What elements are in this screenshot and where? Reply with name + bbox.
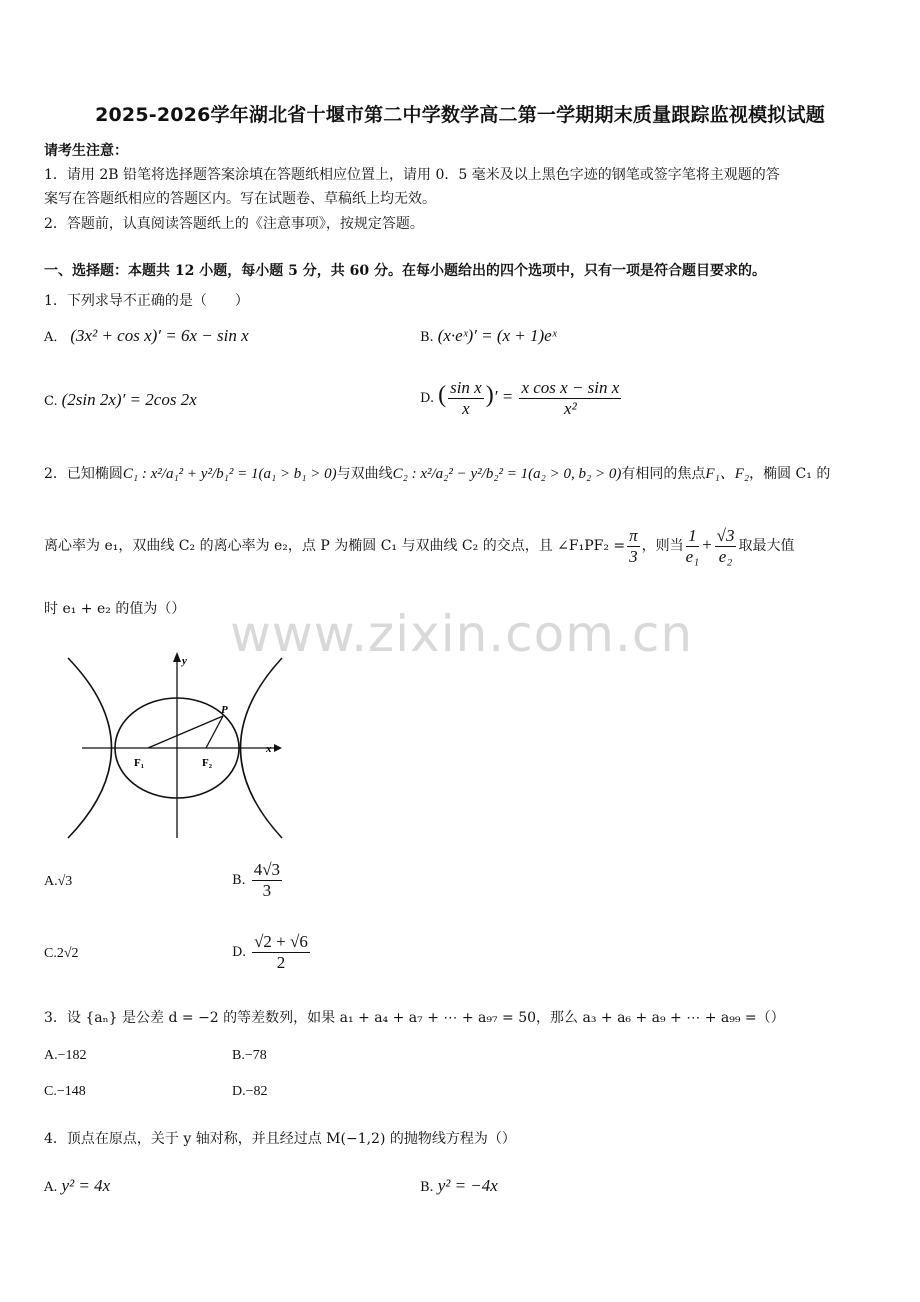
q2-option-b bbox=[232, 860, 284, 900]
q3-option-d: D.−82 bbox=[232, 1084, 268, 1099]
fig-label-x: x bbox=[266, 743, 272, 755]
q2-b-den: 3 bbox=[262, 880, 272, 900]
q2-text-3: 有相同的焦点 bbox=[621, 466, 706, 482]
q1-b-label: B. bbox=[420, 330, 434, 345]
q3-stem: 3．设 {aₙ} 是公差 d = −2 的等差数列，如果 a₁ + a₄ + a₇ + ⋯ + a₉₇ = 50，那么 a₃ + a₆ + a₉ + ⋯ + a₉₉ =（） bbox=[44, 1010, 785, 1026]
section-heading: 一、选择题：本题共 12 小题，每小题 5 分，共 60 分。在每小题给出的四个选项中，只有一项是符合题目要求的。 bbox=[44, 263, 766, 279]
q1-b-formula: (x·eˣ)′ = (x + 1)eˣ bbox=[437, 326, 557, 345]
q2-ellipse-eq: C₁ : x²/a₁² + y²/b₁² = 1(a₁ > b₁ > 0) bbox=[122, 466, 337, 482]
q4-a-formula: y² = 4x bbox=[61, 1176, 111, 1195]
q4-a-label: A. bbox=[44, 1180, 58, 1195]
q1-stem: 1．下列求导不正确的是（ ） bbox=[44, 293, 249, 309]
q1-d-label: D. bbox=[420, 390, 435, 406]
y-axis-arrow bbox=[173, 652, 181, 662]
notice-line-2: 2．答题前，认真阅读答题纸上的《注意事项》，按规定答题。 bbox=[44, 216, 424, 232]
x-axis-arrow bbox=[274, 744, 282, 752]
q4-option-b bbox=[420, 1176, 498, 1196]
q2-text-1: 2．已知椭圆 bbox=[44, 466, 123, 482]
q2-term1-num: 1 bbox=[686, 526, 699, 547]
notice-line-1: 1．请用 2B 铅笔将选择题答案涂填在答题纸相应位置上，请用 0．5 毫米及以上黑色字迹的钢笔或签字笔将主观题的答 bbox=[44, 167, 780, 183]
q2-term2-den: e₂ bbox=[718, 546, 733, 566]
q1-a-formula: (3x² + cos x)′ = 6x − sin x bbox=[70, 326, 249, 345]
q2-term1-den: e₁ bbox=[685, 546, 700, 566]
q2-d-den: 2 bbox=[276, 952, 286, 972]
q2-line-2 bbox=[44, 526, 794, 566]
q2-d-num: √2 + √6 bbox=[254, 932, 308, 951]
notice-line-1b: 案写在答题纸相应的答题区内。写在试题卷、草稿纸上均无效。 bbox=[44, 191, 436, 207]
q2-hyperbola-eq: C₂ : x²/a₂² − y²/b₂² = 1(a₂ > 0, b₂ > 0) bbox=[392, 466, 622, 482]
q2-b-label: B. bbox=[232, 873, 246, 889]
fig-label-f2: F₂ bbox=[202, 757, 213, 769]
q2-option-c: C.2√2 bbox=[44, 946, 79, 961]
q4-b-formula: y² = −4x bbox=[437, 1176, 498, 1195]
q1-option-d: D. ( $\frac{\text{sin x}}{x}$ )′ = $\frac{\text{x cos x − sin x}}{\text{x²}}$ bbox=[420, 378, 620, 418]
q2-line-1 bbox=[44, 462, 830, 483]
page-title: 2025-2026学年湖北省十堰市第二中学数学高二第一学期期末质量跟踪监视模拟试题 bbox=[95, 104, 825, 126]
q2-b-num: 4√3 bbox=[253, 860, 281, 879]
line-f1-p bbox=[148, 716, 223, 748]
q1-option-b bbox=[420, 326, 557, 346]
q4-stem: 4．顶点在原点，关于 y 轴对称，并且经过点 M(−1,2) 的抛物线方程为（） bbox=[44, 1131, 516, 1147]
fig-label-y: y bbox=[182, 655, 187, 667]
q2-option-d bbox=[232, 932, 312, 972]
q1-d-fn-num: sin x bbox=[450, 378, 482, 397]
q2-term2-num: √3 bbox=[716, 526, 735, 545]
q3-option-b: B.−78 bbox=[232, 1048, 267, 1063]
q2-line-3: 时 e₁ + e₂ 的值为（） bbox=[44, 601, 186, 617]
q1-c-label: C. bbox=[44, 394, 58, 409]
fig-label-p: P bbox=[221, 704, 228, 716]
q2-text-4: ，椭圆 C₁ 的 bbox=[749, 466, 831, 482]
q3-option-a: A.−182 bbox=[44, 1048, 87, 1063]
q2-text-2: 与双曲线 bbox=[336, 466, 393, 482]
q1-d-res-num: x cos x − sin x bbox=[521, 378, 620, 397]
q2-text-5: 离心率为 e₁，双曲线 C₂ 的离心率为 e₂，点 P 为椭圆 C₁ 与双曲线 C₂ 的交点，且 ∠F₁PF₂ = bbox=[44, 538, 626, 555]
fig-label-f1: F₁ bbox=[134, 757, 145, 769]
q2-option-a: A.√3 bbox=[44, 874, 73, 889]
q2-figure bbox=[60, 648, 290, 843]
q3-option-c: C.−148 bbox=[44, 1084, 86, 1099]
q1-d-fn-den: x bbox=[462, 398, 470, 418]
q1-option-a bbox=[44, 326, 249, 346]
q2-angle-num: π bbox=[629, 526, 638, 545]
q1-d-res-den: x² bbox=[564, 398, 577, 418]
q2-d-label: D. bbox=[232, 945, 247, 961]
notice-heading: 请考生注意： bbox=[44, 143, 128, 159]
q2-angle-den: 3 bbox=[629, 546, 638, 566]
q2-foci: F₁、F₂ bbox=[705, 466, 750, 482]
q2-text-7: 取最大值 bbox=[738, 538, 795, 555]
q1-c-formula: (2sin 2x)′ = 2cos 2x bbox=[61, 390, 197, 409]
watermark: www.zixin.com.cn bbox=[230, 605, 694, 663]
q4-option-a bbox=[44, 1176, 110, 1196]
q2-text-6: ，则当 bbox=[641, 538, 684, 555]
line-f2-p bbox=[206, 716, 223, 748]
q4-b-label: B. bbox=[420, 1180, 434, 1195]
q2-plus: + bbox=[701, 535, 713, 555]
q1-option-c bbox=[44, 390, 197, 410]
q1-a-label: A． bbox=[44, 330, 67, 345]
